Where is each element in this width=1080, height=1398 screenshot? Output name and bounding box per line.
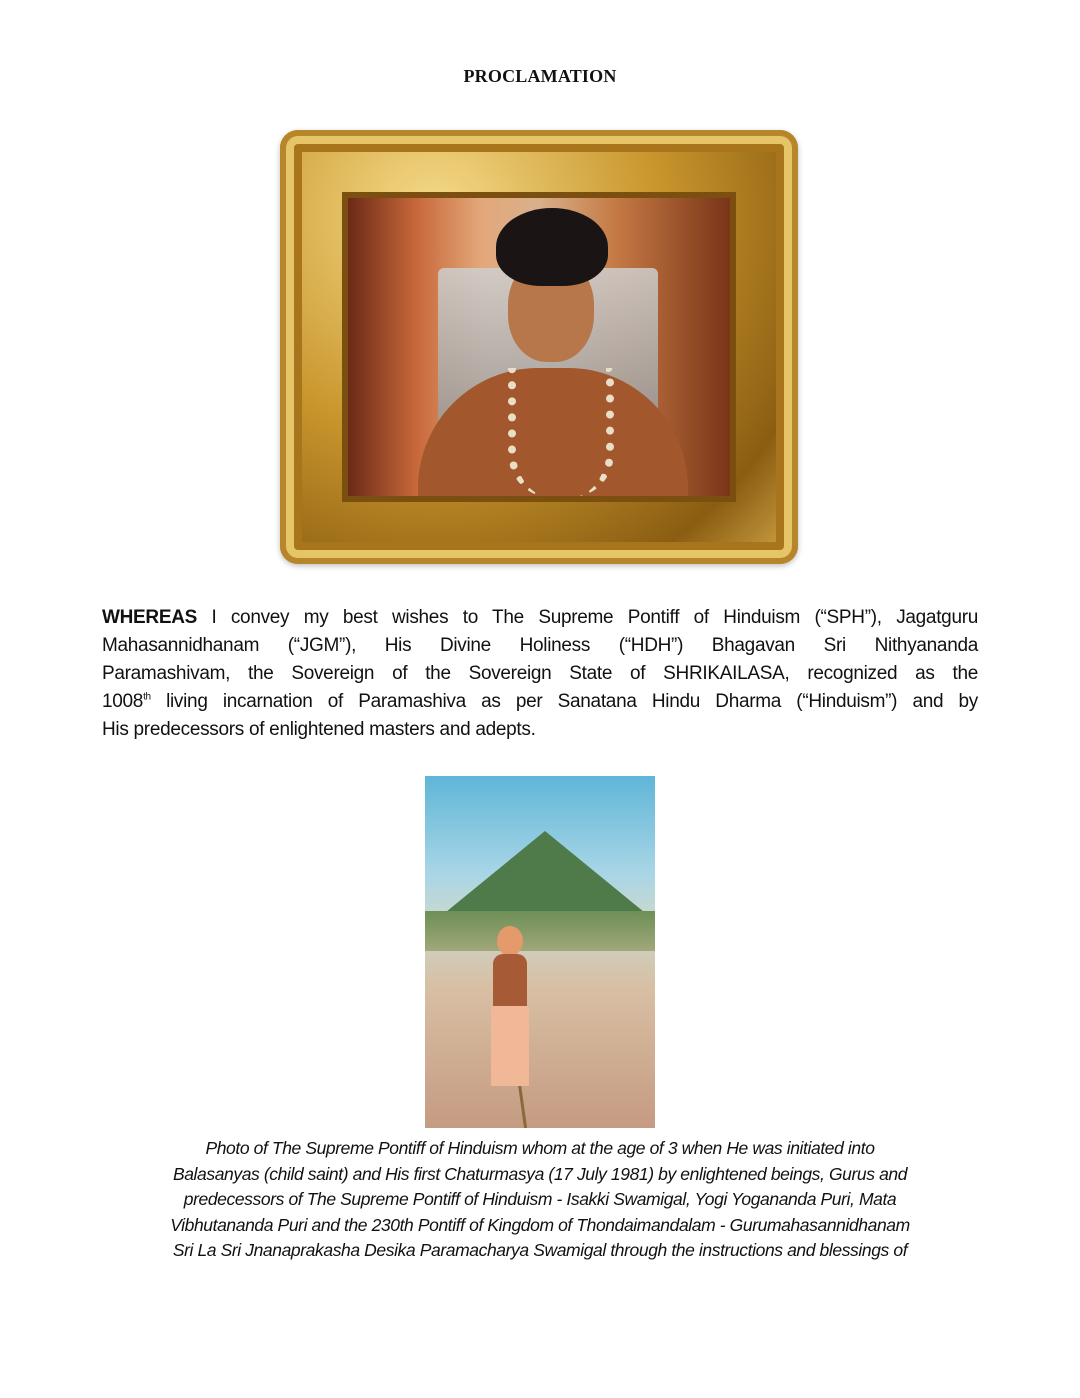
framed-portrait-painting	[280, 130, 798, 564]
whereas-paragraph	[102, 604, 978, 744]
child-robe	[491, 1006, 529, 1086]
tree-line	[425, 911, 655, 951]
caption-line: Vibhutananda Puri and the 230th Pontiff of Kingdom of Thondaimandalam - Gurumahasannidhanam	[170, 1214, 910, 1235]
caption-line: Sri La Sri Jnanaprakasha Desika Paramacharya Swamigal through the instructions and blessings of	[172, 1240, 908, 1260]
portrait-canvas	[342, 192, 736, 502]
paragraph-line: Mahasannidhanam (“JGM”), His Divine Holiness (“HDH”) Bhagavan Sri Nithyananda	[102, 635, 978, 656]
portrait-hair-crown	[496, 208, 608, 286]
caption-line: predecessors of The Supreme Pontiff of Hinduism - Isakki Swamigal, Yogi Yogananda Puri, Mata	[183, 1189, 897, 1209]
paragraph-text: 1008	[102, 691, 144, 712]
child-head	[497, 926, 523, 956]
paragraph-line	[102, 604, 978, 632]
caption-line: Balasanyas (child saint) and His first Chaturmasya (17 July 1981) by enlightened beings, Gurus and	[172, 1163, 908, 1184]
paragraph-text: I convey my best wishes to The Supreme Pontiff of Hinduism (“SPH”), Jagatguru	[197, 607, 978, 628]
photo-caption	[60, 1136, 1020, 1264]
mountain	[435, 831, 655, 921]
paragraph-line	[102, 688, 978, 716]
paragraph-line: Paramashivam, the Sovereign of the Sovereign State of SHRIKAILASA, recognized as the	[102, 663, 978, 684]
childhood-photo	[425, 776, 655, 1128]
paragraph-text: living incarnation of Paramashiva as per Sanatana Hindu Dharma (“Hinduism”) and by	[150, 691, 978, 712]
whereas-lead: WHEREAS	[102, 607, 198, 628]
page-title: PROCLAMATION	[463, 66, 617, 86]
ordinal-suffix: th	[143, 691, 151, 703]
paragraph-line: His predecessors of enlightened masters and adepts.	[102, 719, 536, 740]
child-saint-figure	[485, 926, 535, 1096]
rudraksha-mala	[508, 368, 614, 498]
caption-line: Photo of The Supreme Pontiff of Hinduism whom at the age of 3 when He was initiated into	[205, 1138, 875, 1158]
